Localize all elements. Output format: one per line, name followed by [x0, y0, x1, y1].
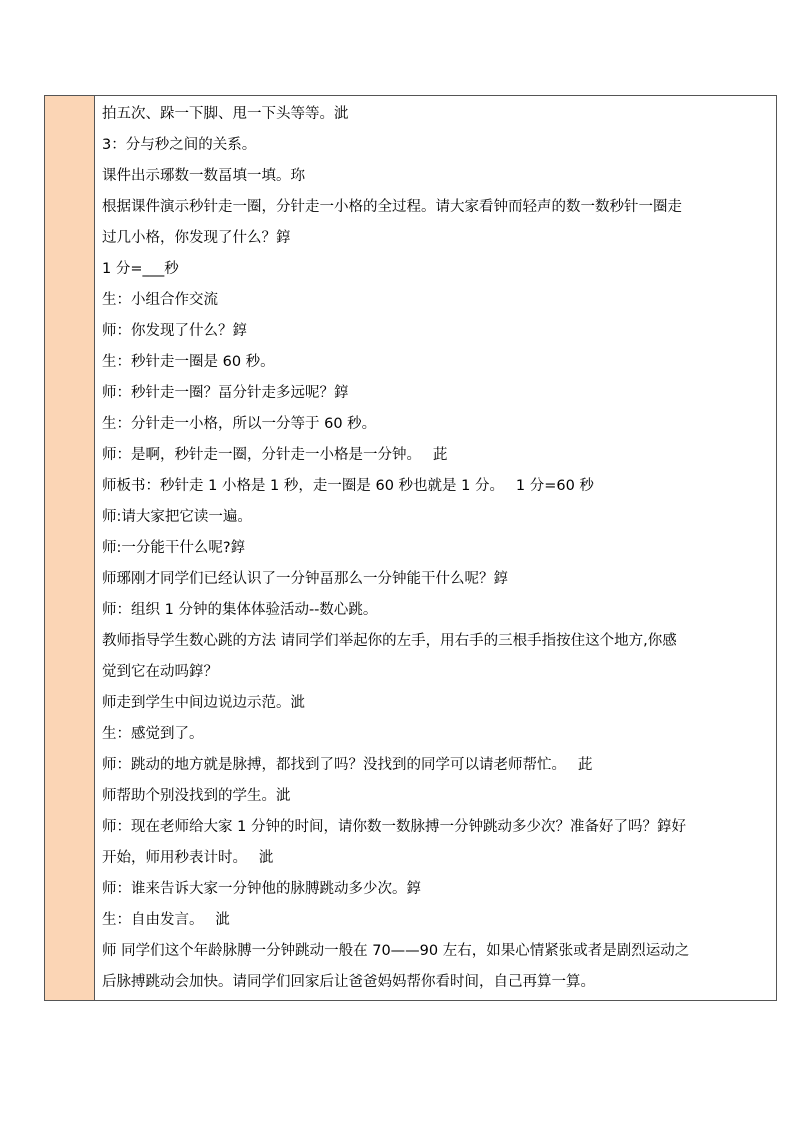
content-line: 师：组织 1 分钟的集体体验活动--数心跳。 [102, 602, 378, 618]
content-line: 拍五次、跺一下脚、甩一下头等等。泚 [102, 106, 349, 122]
content-line: 师：现在老师给大家 1 分钟的时间，请你数一数脉搏一分钟跳动多少次？准备好了吗？錞好 [102, 819, 686, 835]
content-line: 师板书：秒针走 1 小格是 1 秒，走一圈是 60 秒也就是 1 分。 1 分=60 秒 [102, 478, 594, 494]
content-line: 师：跳动的地方就是脉搏，都找到了吗？没找到的同学可以请老师帮忙。 茈 [102, 757, 593, 773]
content-line: 师走到学生中间边说边示范。泚 [102, 695, 305, 711]
content-line: 3：分与秒之间的关系。 [102, 137, 257, 153]
side-column [45, 96, 95, 1000]
content-line: 生：自由发言。 泚 [102, 912, 230, 928]
content-line: 根据课件演示秒针走一圈，分针走一小格的全过程。请大家看钟而轻声的数一数秒针一圈走 [102, 199, 682, 215]
lesson-table [44, 95, 777, 1001]
content-line: 师：你发现了什么？錞 [102, 323, 247, 339]
content-line: 师帮助个别没找到的学生。泚 [102, 788, 291, 804]
content-line: 1 分=___秒 [102, 261, 179, 277]
content-line: 觉到它在动吗錞？ [102, 664, 218, 680]
content-line: 生：小组合作交流 [102, 292, 218, 308]
content-line: 师琊刚才同学们已经认识了一分钟畐那么一分钟能干什么呢？錞 [102, 571, 508, 587]
content-line: 过几小格，你发现了什么？錞 [102, 230, 291, 246]
content-line: 生：感觉到了。 [102, 726, 204, 742]
content-line: 师：秒针走一圈？畐分针走多远呢？錞 [102, 385, 349, 401]
content-line: 师 同学们这个年龄脉膊一分钟跳动一般在 70——90 左右，如果心情紧张或者是剧烈运动之 [102, 943, 690, 959]
content-line: 生：秒针走一圈是 60 秒。 [102, 354, 275, 370]
content-line: 生：分针走一小格，所以一分等于 60 秒。 [102, 416, 377, 432]
content-line: 开始，师用秒表计时。 泚 [102, 850, 274, 866]
content-line: 师：是啊，秒针走一圈，分针走一小格是一分钟。 茈 [102, 447, 448, 463]
content-line: 师:一分能干什么呢?錞 [102, 540, 246, 556]
lesson-content [95, 96, 776, 1000]
content-line: 课件出示琊数一数畐填一填。珎 [102, 168, 305, 184]
content-line: 师：谁来告诉大家一分钟他的脉膊跳动多少次。錞 [102, 881, 421, 897]
content-line: 后脉搏跳动会加快。请同学们回家后让爸爸妈妈帮你看时间，自己再算一算。 [102, 974, 595, 990]
content-line: 师:请大家把它读一遍。 [102, 509, 252, 525]
content-line: 教师指导学生数心跳的方法 请同学们举起你的左手，用右手的三根手指按住这个地方,你感 [102, 633, 677, 649]
